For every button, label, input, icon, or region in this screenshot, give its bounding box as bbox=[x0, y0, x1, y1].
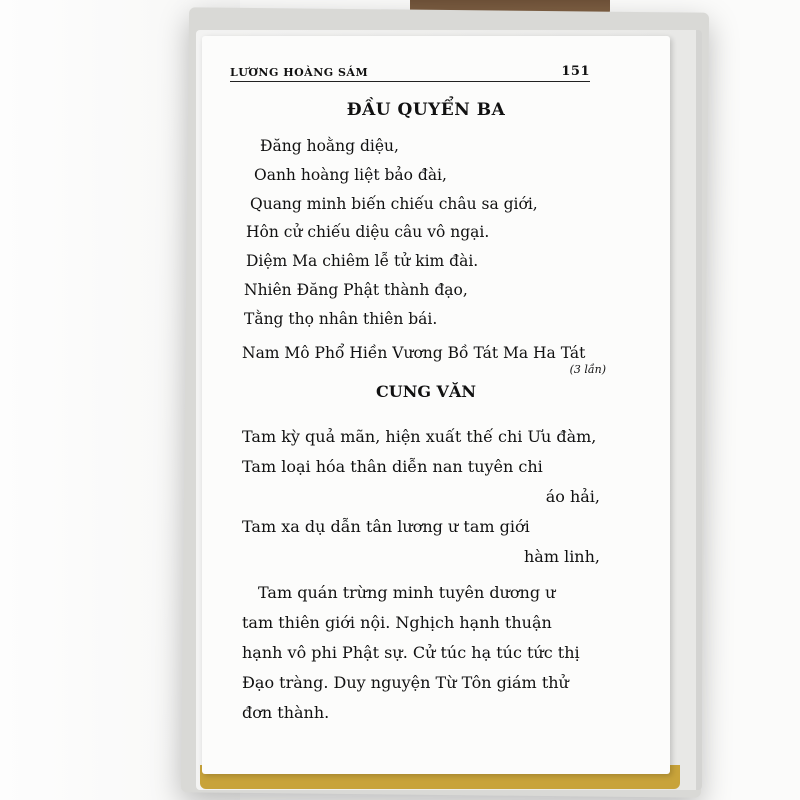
chapter-title: ĐẦU QUYỂN BA bbox=[346, 100, 506, 120]
verse-line: Quang minh biến chiếu châu sa giới, bbox=[250, 194, 538, 213]
text-line: Đạo tràng. Duy nguyện Từ Tôn giám thử bbox=[242, 672, 569, 692]
verse-line: Oanh hoàng liệt bảo đài, bbox=[254, 165, 447, 184]
verse-line: Tằng thọ nhân thiên bái. bbox=[244, 309, 438, 328]
text-line: tam thiên giới nội. Nghịch hạnh thuận bbox=[242, 612, 552, 632]
cung-van-text bbox=[242, 422, 610, 728]
verse-line: Hôn cử chiếu diệu câu vô ngại. bbox=[246, 223, 490, 242]
invocation-times: (3 lần) bbox=[569, 362, 606, 376]
text-line: Tam xa dụ dẫn tân lương ư tam giới bbox=[242, 516, 530, 536]
page-content bbox=[242, 100, 610, 728]
book-page bbox=[202, 36, 670, 774]
running-header bbox=[230, 64, 590, 82]
verse-line: Diệm Ma chiêm lễ tử kim đài. bbox=[246, 252, 479, 271]
text-line: đơn thành. bbox=[242, 702, 330, 722]
text-line: hàm linh, bbox=[523, 546, 600, 566]
invocation-line: Nam Mô Phổ Hiền Vương Bồ Tát Ma Ha Tát bbox=[242, 343, 586, 362]
header-author: LƯƠNG HOÀNG SÁM bbox=[230, 66, 369, 79]
text-line: hạnh vô phi Phật sự. Cử túc hạ túc tức thị bbox=[242, 642, 580, 662]
verse-line: Nhiên Đăng Phật thành đạo, bbox=[244, 280, 468, 299]
text-line: Tam kỳ quả mãn, hiện xuất thế chi Ưu đàm, bbox=[242, 426, 597, 446]
section-title: CUNG VĂN bbox=[376, 381, 476, 401]
text-line: áo hải, bbox=[545, 486, 600, 506]
page-number: 151 bbox=[561, 64, 590, 79]
text-line: Tam loại hóa thân diễn nan tuyên chi bbox=[242, 456, 543, 476]
verse-line: Đăng hoằng diệu, bbox=[260, 137, 399, 155]
text-line: Tam quán trừng minh tuyên dương ư bbox=[258, 582, 556, 602]
